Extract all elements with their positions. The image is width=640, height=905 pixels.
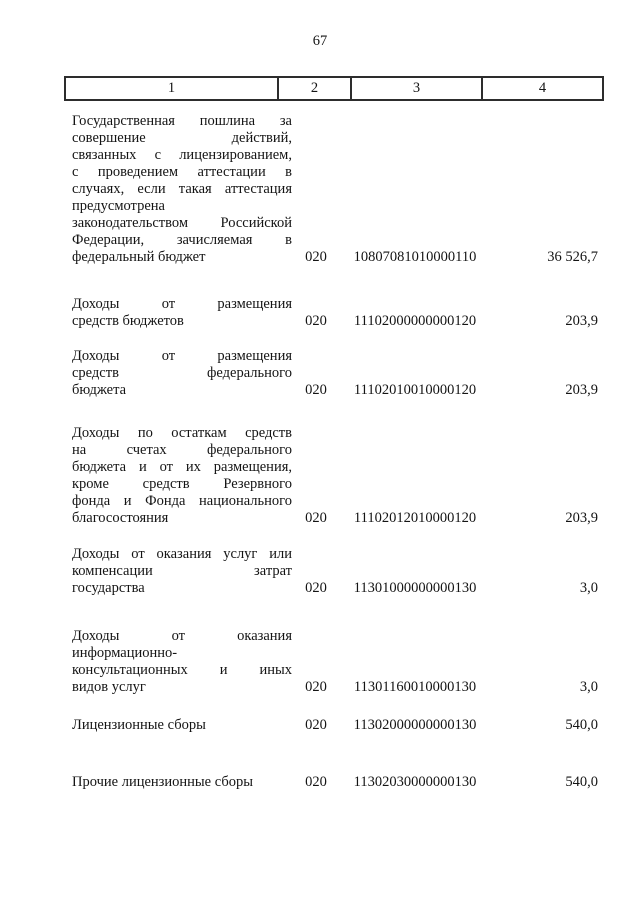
table-header-cell-1: 1 [167, 80, 176, 96]
table-row [72, 546, 598, 597]
row-name-cell [72, 546, 292, 597]
row-admin-code-cell: 020 [305, 510, 327, 526]
row-name-cell [72, 348, 292, 399]
row-name-line: Доходы от размещения [72, 348, 292, 364]
row-name-line: компенсации затрат [72, 563, 292, 579]
row-name-line: Доходы по остаткам средств [72, 425, 292, 441]
row-name-line: средств бюджетов [72, 313, 184, 329]
row-amount-cell: 540,0 [565, 717, 598, 733]
row-name-line: консультационных и иных [72, 662, 292, 678]
table-row [72, 113, 598, 266]
row-amount-cell: 203,9 [565, 382, 598, 398]
table-body [72, 113, 640, 791]
row-admin-code-cell: 020 [305, 313, 327, 329]
row-name-line: с проведением аттестации в [72, 164, 292, 180]
row-admin-code-cell: 020 [305, 249, 327, 265]
row-name-line: Доходы от оказания услуг или [72, 546, 292, 562]
table-header-cell-2: 2 [277, 78, 350, 99]
row-budget-code-cell: 11302000000000130 [353, 717, 477, 733]
row-name-line: средств федерального [72, 365, 292, 381]
row-budget-code-cell: 11301160010000130 [353, 679, 477, 695]
row-budget-code-cell: 11102000000000120 [353, 313, 477, 329]
row-amount-cell: 540,0 [565, 774, 598, 790]
row-name-cell [72, 425, 292, 527]
row-amount-cell: 3,0 [579, 679, 598, 695]
row-amount-cell: 36 526,7 [547, 249, 598, 265]
row-name-line: бюджета [72, 382, 127, 398]
row-name-line: кроме средств Резервного [72, 476, 292, 492]
row-name-line: предусмотрена [72, 198, 165, 214]
row-budget-code-cell: 11102012010000120 [353, 510, 477, 526]
table-row [72, 628, 598, 696]
row-amount-cell: 203,9 [565, 510, 598, 526]
row-name-line: видов услуг [72, 679, 146, 695]
row-name-line: Федерации, зачисляемая в [72, 232, 292, 248]
table-header-cell-3: 3 [350, 78, 481, 99]
row-budget-code-cell: 11302030000000130 [353, 774, 477, 790]
row-admin-code-cell: 020 [305, 382, 327, 398]
row-name-line: Государственная пошлина за [72, 113, 292, 129]
row-budget-code-cell: 11102010010000120 [353, 382, 477, 398]
row-name-line: благосостояния [72, 510, 169, 526]
row-amount-cell: 203,9 [565, 313, 598, 329]
row-name-line: связанных с лицензированием, [72, 147, 292, 163]
row-admin-code-cell: 020 [305, 774, 327, 790]
row-name-cell [72, 628, 292, 696]
row-name-line: Лицензионные сборы [72, 717, 206, 733]
row-admin-code-cell: 020 [305, 580, 327, 596]
row-name-line: Доходы от размещения [72, 296, 292, 312]
table-row [72, 774, 598, 791]
row-name-line: государства [72, 580, 145, 596]
row-budget-code-cell: 10807081010000110 [353, 249, 477, 265]
row-name-line: бюджета и от их размещения, [72, 459, 292, 475]
row-name-line: федеральный бюджет [72, 249, 206, 265]
table-row [72, 425, 598, 527]
page-number: 67 [312, 33, 328, 49]
table-header-row [64, 76, 604, 101]
row-name-line: фонда и Фонда национального [72, 493, 292, 509]
table-row [72, 296, 598, 330]
row-name-line: информационно- [72, 645, 178, 661]
row-name-line: на счетах федерального [72, 442, 292, 458]
row-admin-code-cell: 020 [305, 679, 327, 695]
table-row [72, 348, 598, 399]
table-header-cell-4: 4 [481, 78, 602, 99]
row-name-line: совершение действий, [72, 130, 292, 146]
row-admin-code-cell: 020 [305, 717, 327, 733]
row-name-line: законодательством Российской [72, 215, 292, 231]
row-budget-code-cell: 11301000000000130 [353, 580, 477, 596]
row-name-cell [72, 774, 292, 791]
row-name-cell [72, 717, 292, 734]
table-row [72, 717, 598, 734]
row-name-cell [72, 296, 292, 330]
row-amount-cell: 3,0 [579, 580, 598, 596]
row-name-line: Доходы от оказания [72, 628, 292, 644]
row-name-cell [72, 113, 292, 266]
row-name-line: Прочие лицензионные сборы [72, 774, 253, 790]
row-name-line: случаях, если такая аттестация [72, 181, 292, 197]
